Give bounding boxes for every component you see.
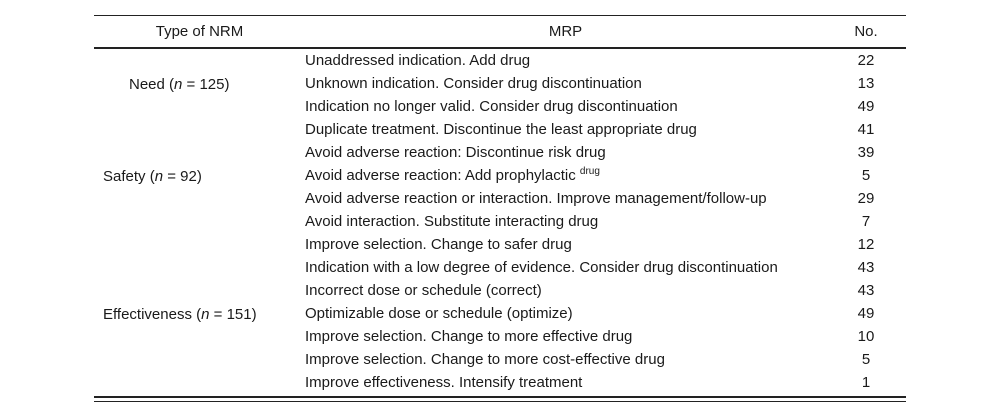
header-type-of-nrm: Type of NRM [155, 23, 244, 40]
mrp-cell: Avoid adverse reaction: Discontinue risk drug [305, 144, 606, 161]
group-label-safety: Safety (n = 92) [103, 168, 202, 185]
mrp-cell: Improve selection. Change to more effective drug [305, 328, 633, 345]
table-header [94, 16, 906, 47]
count-cell: 12 [857, 236, 875, 253]
group-label-need: Need (n = 125) [129, 76, 230, 93]
table-row [305, 348, 906, 371]
group-label-effectiveness: Effectiveness (n = 151) [103, 306, 257, 323]
mrp-cell: Optimizable dose or schedule (optimize) [305, 305, 573, 322]
mrp-cell: Avoid interaction. Substitute interacting drug [305, 213, 599, 230]
mrp-cell: Avoid adverse reaction or interaction. Improve management/follow-up [305, 190, 767, 207]
count-cell: 29 [857, 190, 875, 207]
table-row [305, 256, 906, 279]
count-cell: 49 [857, 305, 875, 322]
table-row [305, 233, 906, 256]
table-row [305, 187, 906, 210]
mrp-cell: Indication no longer valid. Consider drug discontinuation [305, 98, 678, 115]
mrp-cell: Improve selection. Change to more cost-effective drug [305, 351, 665, 368]
count-cell: 49 [857, 98, 875, 115]
mrp-cell: Incorrect dose or schedule (correct) [305, 282, 542, 299]
count-cell: 5 [861, 351, 871, 368]
table-row [305, 210, 906, 233]
count-cell: 1 [861, 374, 871, 391]
table-row [305, 279, 906, 302]
table-row [305, 49, 906, 72]
nrm-table [94, 15, 906, 402]
mrp-cell: Unaddressed indication. Add drug [305, 52, 531, 69]
table-row [305, 371, 906, 394]
count-cell: 41 [857, 121, 875, 138]
count-cell: 10 [857, 328, 875, 345]
table-bottom-rule-thin [94, 401, 906, 402]
mrp-cell: Avoid adverse reaction: Add prophylactic $^{drug}$ [305, 166, 600, 184]
table-row [305, 325, 906, 348]
type-column [94, 49, 305, 394]
count-cell: 43 [857, 282, 875, 299]
count-cell: 5 [861, 167, 871, 184]
superscript-note: drug [579, 166, 600, 177]
mrp-cell: Duplicate treatment. Discontinue the least appropriate drug [305, 121, 697, 138]
header-no: No. [854, 23, 878, 40]
count-cell: 13 [857, 75, 875, 92]
mrp-cell: Improve selection. Change to safer drug [305, 236, 572, 253]
table-bottom-rule [94, 396, 906, 398]
table-row [305, 141, 906, 164]
mrp-cell: Indication with a low degree of evidence. Consider drug discontinuation [305, 259, 778, 276]
mrp-cell: Improve effectiveness. Intensify treatment [305, 374, 583, 391]
count-cell: 22 [857, 52, 875, 69]
table-row [305, 164, 906, 187]
header-mrp: MRP [548, 23, 583, 40]
table-row [305, 118, 906, 141]
count-cell: 7 [861, 213, 871, 230]
count-cell: 43 [857, 259, 875, 276]
table-body [94, 49, 906, 394]
table-row [305, 302, 906, 325]
mrp-cell: Unknown indication. Consider drug discontinuation [305, 75, 642, 92]
table-rows [305, 49, 906, 394]
table-row [305, 95, 906, 118]
table-row [305, 72, 906, 95]
count-cell: 39 [857, 144, 875, 161]
